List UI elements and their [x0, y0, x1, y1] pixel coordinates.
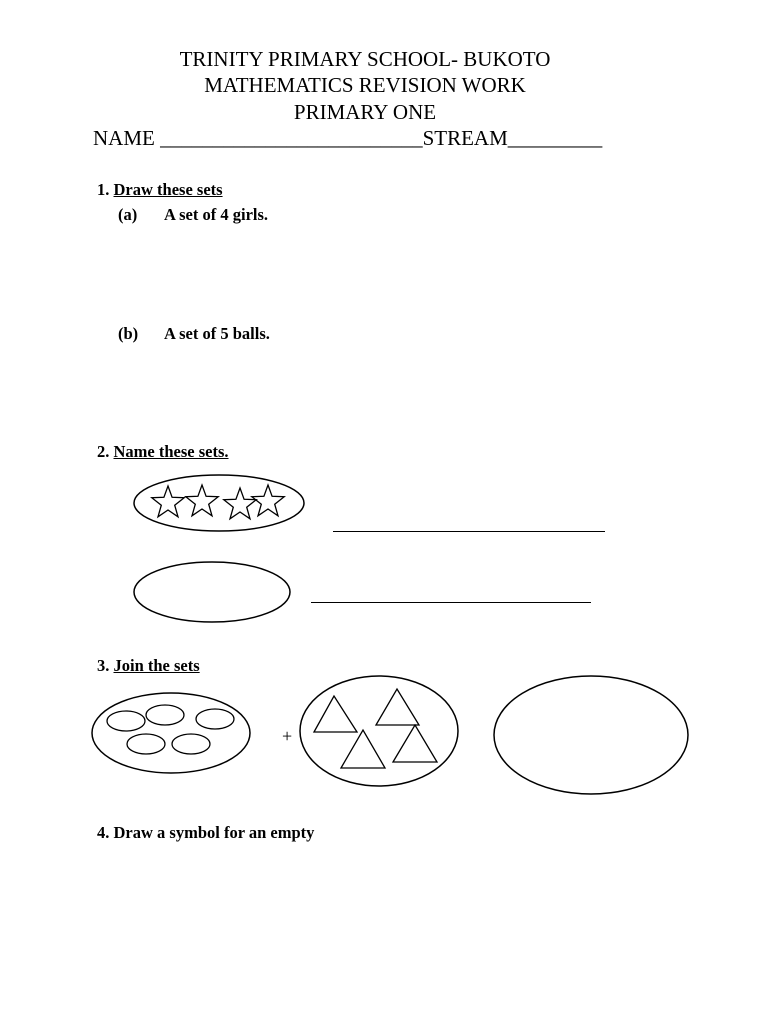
small-oval — [127, 734, 165, 754]
question-2-title: Name these sets. — [113, 442, 229, 461]
school-name: TRINITY PRIMARY SCHOOL- BUKOTO — [179, 47, 551, 71]
oval-group — [107, 705, 234, 754]
star-icon — [252, 485, 284, 516]
stream-blank[interactable]: _________ — [507, 126, 603, 150]
name-blank[interactable]: _________________________ — [160, 126, 423, 150]
name-label: NAME — [93, 126, 155, 150]
question-1a-label: (a) — [118, 205, 138, 224]
triangle-set-outline — [300, 676, 458, 786]
stream-label: STREAM — [422, 126, 508, 150]
triangle-group — [314, 689, 437, 768]
small-oval — [196, 709, 234, 729]
question-4-text: Draw a symbol for an empty — [113, 823, 315, 842]
star-icon — [186, 485, 218, 516]
question-1-number: 1. — [97, 180, 110, 199]
question-1-title: Draw these sets — [113, 180, 223, 199]
question-1a-text: A set of 4 girls. — [164, 205, 269, 224]
triangle-shape — [376, 689, 419, 725]
star-icon — [152, 486, 184, 517]
triangle-shape — [393, 725, 437, 762]
small-oval — [107, 711, 145, 731]
question-1b-label: (b) — [118, 324, 139, 343]
star-group — [152, 485, 284, 519]
triangle-shape — [341, 730, 385, 768]
question-3-title: Join the sets — [113, 656, 200, 675]
answer-set-oval[interactable] — [494, 676, 688, 794]
question-4-number: 4. — [97, 823, 110, 842]
question-3-number: 3. — [97, 656, 110, 675]
worksheet-subject: MATHEMATICS REVISION WORK — [204, 73, 526, 97]
small-oval — [172, 734, 210, 754]
star-icon — [224, 488, 256, 519]
class-level: PRIMARY ONE — [293, 100, 437, 124]
question-1b-text: A set of 5 balls. — [164, 324, 270, 343]
empty-set-oval — [134, 562, 290, 622]
question-2-number: 2. — [97, 442, 110, 461]
plus-sign: + — [282, 726, 293, 746]
triangle-shape — [314, 696, 357, 732]
small-oval — [146, 705, 184, 725]
